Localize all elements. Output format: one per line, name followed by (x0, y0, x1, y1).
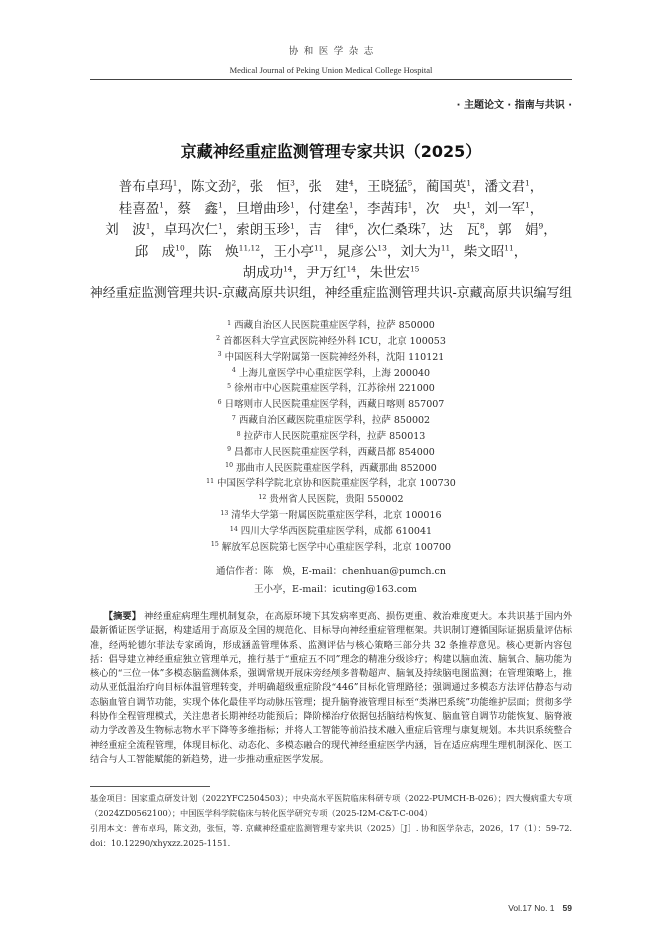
author-affiliation-mark: 3 (290, 178, 295, 188)
author-group: 神经重症监测管理共识-京藏高原共识组，神经重症监测管理共识-京藏高原共识编写组 (89, 286, 573, 301)
author-name: 王晓猛 (367, 179, 408, 195)
author-name: 邱 成 (134, 243, 176, 260)
author-separator: ， (353, 222, 368, 238)
author (191, 179, 250, 195)
affiliation-number: 8 (236, 430, 241, 438)
affiliation-text: 四川大学华西医院重症医学科，成都 610041 (240, 525, 433, 537)
affiliation-item (90, 318, 572, 334)
correspondence-author-2: 王小亭，E-mail：icuting@163.com (254, 584, 417, 595)
author (308, 179, 367, 195)
author-affiliation-mark: 15 (409, 264, 420, 274)
author-affiliation-mark: 1 (525, 199, 530, 209)
author (464, 244, 527, 260)
correspondence-author-1: 陈 焕，E-mail：chenhuan@pumch.cn (263, 566, 446, 577)
affiliation-number: 10 (225, 462, 234, 470)
author-name: 胡成功 (242, 265, 284, 281)
author-separator: ， (484, 222, 499, 238)
author-separator: ， (412, 200, 426, 217)
author-line (90, 263, 572, 285)
page-number: 59 (562, 903, 572, 913)
author-affiliation-mark: 11 (504, 242, 514, 252)
correspondence-label: 通信作者： (216, 566, 264, 577)
author-affiliation-mark: 1 (290, 199, 295, 209)
author-affiliation-mark: 14 (346, 264, 356, 274)
author (250, 179, 309, 195)
author (367, 201, 426, 217)
author-affiliation-mark: 11 (313, 242, 324, 252)
author-separator: ， (177, 179, 191, 195)
author-separator: ， (259, 243, 274, 260)
author-name: 蔺国英 (425, 179, 467, 195)
journal-name-en: Medical Journal of Peking Union Medical College Hospital (229, 65, 433, 75)
affiliation-item (90, 524, 572, 540)
author-line (90, 177, 572, 199)
author-name: 张 恒 (249, 179, 291, 195)
author-separator: ， (236, 179, 250, 195)
affiliation-text: 中国医学科学院北京协和医院重症医学科，北京 100730 (217, 478, 456, 490)
author-name: 刘大为 (400, 243, 441, 260)
author-affiliation-mark: 1 (159, 199, 164, 209)
affiliation-item (90, 397, 572, 413)
author-affiliation-mark: 1 (145, 221, 151, 231)
author (236, 222, 308, 238)
author (308, 201, 367, 217)
author-affiliation-mark: 1 (525, 178, 530, 188)
affiliation-item (90, 540, 572, 556)
author (367, 222, 439, 238)
author-name: 吉 律 (308, 222, 349, 238)
footnotes (90, 791, 572, 851)
affiliation-number: 11 (206, 478, 215, 486)
author-separator: ， (150, 222, 164, 238)
affiliation-number: 14 (229, 525, 238, 533)
author-affiliation-mark: 11 (440, 242, 451, 252)
affiliation-text: 上海儿童医学中心重症医学科，上海 200040 (238, 367, 431, 379)
author-separator: ， (425, 222, 440, 238)
author-name: 晁彦公 (336, 243, 378, 260)
author-line (90, 199, 572, 221)
author-separator: ， (353, 179, 368, 195)
author-name: 付建垒 (308, 200, 349, 217)
author (498, 222, 557, 238)
author-list (90, 177, 572, 285)
affiliation-text: 清华大学第一附属医院重症医学科，北京 100016 (231, 510, 442, 522)
correspondence-block (216, 563, 446, 599)
affiliation-number: 12 (258, 493, 267, 501)
author-name: 郭 娟 (498, 222, 539, 238)
author-name: 蔡 鑫 (177, 200, 218, 217)
affiliation-item (90, 476, 572, 492)
author (485, 201, 544, 217)
author (426, 201, 485, 217)
correspondence (0, 563, 662, 599)
volume-issue: Vol.17 No. 1 (508, 903, 555, 913)
affiliation-text: 昌都市人民医院重症医学科，西藏昌都 854000 (234, 446, 435, 458)
affiliation-number: 13 (220, 509, 229, 517)
author (135, 244, 198, 260)
author (177, 201, 236, 217)
author-separator: ， (294, 200, 309, 217)
author-separator: ， (471, 200, 485, 217)
author-line (90, 242, 572, 264)
author (426, 179, 485, 195)
correspondence-line (216, 581, 446, 599)
author-name: 旦增曲珍 (236, 200, 291, 217)
author-affiliation-mark: 9 (538, 221, 544, 231)
affiliation-text: 徐州市中心医院重症医学科，江苏徐州 221000 (234, 383, 435, 395)
author (119, 201, 178, 217)
author-name: 普布卓玛 (118, 179, 173, 195)
author-affiliation-mark: 5 (407, 178, 413, 188)
author-separator: ， (513, 243, 528, 260)
author-name: 尹万红 (306, 265, 347, 281)
author-separator: ， (386, 243, 401, 260)
author-affiliation-mark: 13 (377, 242, 387, 252)
author-line (90, 220, 572, 242)
affiliation-item (90, 350, 572, 366)
abstract-label: 【摘要】 (103, 611, 142, 622)
author-name: 卓玛次仁 (163, 222, 218, 238)
author-affiliation-mark: 1 (290, 221, 295, 231)
author-separator: ， (222, 222, 237, 238)
author (306, 265, 369, 281)
author-affiliation-mark: 1 (466, 199, 472, 209)
affiliation-item (90, 334, 572, 350)
author-name: 柴文昭 (463, 243, 505, 260)
author-name: 索朗玉珍 (236, 222, 291, 238)
author-name: 桂喜盈 (118, 200, 160, 217)
affiliation-text: 西藏自治区人民医院重症医学科，拉萨 850000 (234, 320, 435, 331)
affiliation-item (90, 413, 572, 429)
affiliation-item (90, 429, 572, 445)
column-label: · 主题论文 · 指南与共识 · (456, 100, 572, 111)
affiliation-text: 拉萨市人民医院重症医学科，拉萨 850013 (243, 430, 426, 442)
author-name: 刘 波 (105, 222, 146, 238)
author (485, 179, 544, 195)
abstract (90, 610, 572, 767)
author-separator: ， (163, 200, 178, 217)
author (236, 201, 308, 217)
affiliation-item (90, 445, 572, 461)
affiliation-text: 首都医科大学宣武医院神经外科 ICU，北京 100053 (223, 335, 446, 347)
author-affiliation-mark: 8 (479, 221, 485, 231)
author (164, 222, 236, 238)
affiliation-text: 解放军总医院第七医学中心重症医学科，北京 100700 (221, 541, 452, 553)
author-separator: ， (184, 243, 199, 260)
citation-note: 引用本文：普布卓玛，陈文劲，张恒，等. 京藏神经重症监测管理专家共识（2025）［J］. 协和医学杂志，2026，17（1）：59-72. doi：10.12290/xhyxzz.2025-1151. (90, 823, 572, 848)
author-name: 次仁桑珠 (367, 222, 422, 238)
author-name: 潘文君 (484, 179, 526, 195)
author-separator: ， (412, 179, 426, 195)
affiliation-number: 15 (210, 541, 219, 549)
affiliation-item (90, 508, 572, 524)
author-affiliation-mark: 1 (217, 199, 223, 209)
author-name: 陈文劲 (190, 179, 232, 195)
author-affiliation-mark: 6 (348, 221, 354, 231)
article-title: 京藏神经重症监测管理专家共识（2025） (180, 142, 482, 161)
author-separator: ， (323, 243, 337, 260)
author-separator: ， (222, 200, 237, 217)
author-separator: ， (529, 179, 544, 195)
affiliation-text: 西藏自治区藏医院重症医学科，拉萨 850002 (238, 415, 431, 427)
affiliation-text: 中国医科大学附属第一医院神经外科，沈阳 110121 (224, 351, 445, 363)
author (337, 244, 400, 260)
author (105, 222, 164, 238)
header-rule (90, 79, 572, 80)
author-separator: ， (353, 200, 368, 217)
affiliation-number: 6 (217, 398, 222, 406)
author (400, 244, 463, 260)
author-separator: ， (294, 222, 309, 238)
author (198, 244, 273, 260)
author (439, 222, 498, 238)
abstract-text: 神经重症病理生理机制复杂，在高原环境下其发病率更高、损伤更重、救治难度更大。本共识基于国内外最新循证医学证据，构建适用于高原及全国的规范化、目标导向神经重症管理框架。共识制订遵循国际证据质量评估标准，经两轮德尔菲法专家函询，形成涵盖管理体系、监测评估与核心策略三部分共 32 条推荐意见。核心更新内容包括：倡导建立神经重症独立管理单元，推行基于“重症五不同”理念的精准分级诊疗；构建以脑血流、脑氧合、脑功能为核心的“三位一体”多模态脑监测体系，强调常规开展床旁经颅多普勒超声、脑氧及持续脑电图监测；在管理策略上，推动从亚低温治疗向目标体温管理转变，并明确超级重症阶段“446”目标化管理路径；强调通过多模态方法评估静态与动态脑血管自调节功能，实现个体化最佳平均动脉压管理；提升脑脊液管理目标至“类淋巴系统”功能维护层面；贯彻多学科协作全程管理模式，关注患者长期神经功能预后；降阶梯治疗依据包括脑结构恢复、脑血管自调节功能恢复、脑脊液动力学改善及生物标志物水平下降等多维指标；并将人工智能等前沿技术融入重症后管理与康复规划。本共识系统整合神经重症全流程管理，体现目标化、动态化、多模态融合的现代神经重症医学内涵，旨在适应病理生理机制深化、医工结合与人工智能赋能的新趋势，进一步推动重症医学发展。 (90, 611, 573, 765)
author-separator: ， (543, 222, 557, 238)
affiliation-list (90, 318, 572, 556)
author-affiliation-mark: 1 (217, 221, 223, 231)
author-affiliation-mark: 7 (421, 221, 426, 231)
page-footer (508, 902, 572, 914)
footnote-rule (90, 786, 210, 787)
affiliation-item (90, 492, 572, 508)
author-name: 达 瓦 (439, 222, 480, 238)
author (273, 244, 336, 260)
funding-note: 基金项目：国家重点研发计划（2022YFC2504503）；中央高水平医院临床科研专项（2022-PUMCH-B-026）；四大慢病重大专项（2024ZD0562100）；中国医学科学院临床与转化医学研究专项（2025-I2M-C&T-C-004） (90, 793, 572, 818)
author-affiliation-mark: 10 (175, 242, 185, 252)
author-affiliation-mark: 14 (283, 264, 293, 274)
author-separator: ， (450, 243, 464, 260)
journal-name-cn: 协和医学杂志 (288, 46, 379, 57)
affiliation-text: 那曲市人民医院重症医学科，西藏那曲 852000 (236, 462, 437, 474)
author-separator: ， (471, 179, 485, 195)
affiliation-text: 日喀则市人民医院重症医学科，西藏日喀则 857007 (224, 399, 445, 411)
affiliation-number: 5 (227, 382, 232, 390)
author-affiliation-mark: 1 (407, 199, 413, 209)
affiliation-number: 7 (231, 414, 236, 422)
author-name: 陈 焕 (198, 243, 239, 260)
author (243, 265, 306, 281)
author-name: 刘一军 (484, 200, 526, 217)
affiliation-number: 1 (227, 319, 232, 327)
affiliation-item (90, 461, 572, 477)
author-name: 朱世宏 (369, 265, 410, 281)
author (367, 179, 426, 195)
author (369, 265, 419, 281)
affiliation-number: 4 (231, 367, 236, 375)
affiliation-item (90, 381, 572, 397)
author-separator: ， (355, 265, 370, 281)
correspondence-line (216, 563, 446, 581)
author-affiliation-mark: 4 (348, 178, 354, 188)
author-affiliation-mark: 11,12 (238, 242, 260, 252)
author-name: 张 建 (308, 179, 349, 195)
author-name: 李茜玮 (367, 200, 408, 217)
affiliation-number: 9 (227, 446, 232, 454)
author-affiliation-mark: 2 (231, 178, 237, 188)
author-name: 次 央 (425, 200, 467, 217)
affiliation-number: 3 (217, 351, 222, 359)
author-separator: ， (529, 200, 544, 217)
author (308, 222, 367, 238)
affiliation-number: 2 (216, 335, 221, 343)
affiliation-item (90, 366, 572, 382)
author-affiliation-mark: 1 (172, 178, 178, 188)
author-affiliation-mark: 1 (466, 178, 472, 188)
author (119, 179, 191, 195)
author-separator: ， (292, 265, 307, 281)
author-affiliation-mark: 1 (348, 199, 354, 209)
author-name: 王小亭 (273, 243, 314, 260)
author-separator: ， (294, 179, 309, 195)
affiliation-text: 贵州省人民医院，贵阳 550002 (269, 494, 404, 506)
